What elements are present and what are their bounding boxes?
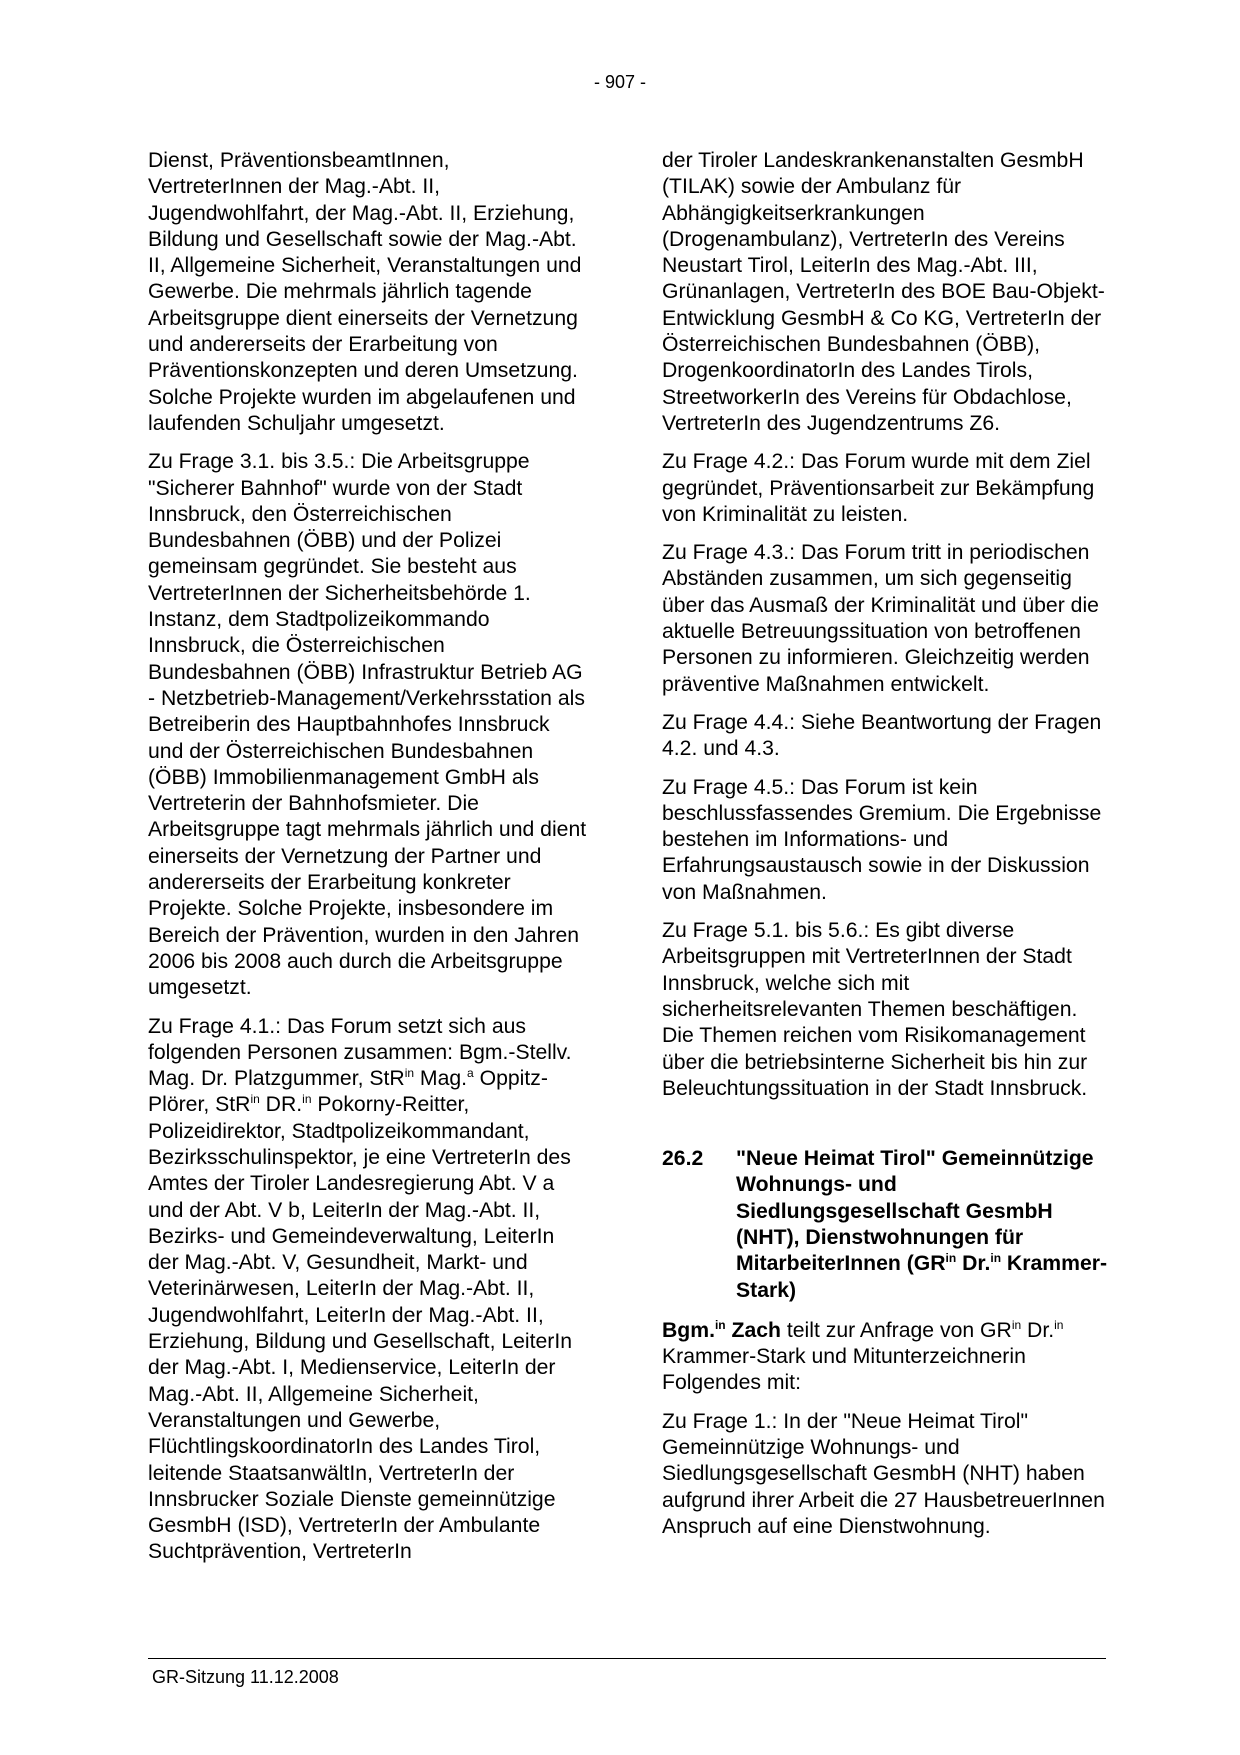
text-run: Mag. [414, 1067, 468, 1091]
text-run: Oppitz-Plörer, StR [148, 1067, 548, 1117]
superscript: in [302, 1092, 312, 1107]
text-run: DR. [259, 1093, 303, 1117]
superscript: a [467, 1066, 474, 1081]
paragraph [662, 1318, 1110, 1397]
page-number: - 907 - [593, 72, 647, 92]
superscript: in [990, 1251, 1002, 1266]
paragraph: Zu Frage 4.5.: Das Forum ist kein beschlussfassendes Gremium. Die Ergebnisse bestehen im Informations- und Erfahrungsaustausch sowie in der Diskussion von Maßnahmen. [662, 775, 1102, 904]
footer-divider [148, 1658, 1106, 1659]
paragraph: Zu Frage 5.1. bis 5.6.: Es gibt diverse Arbeitsgruppen mit VertreterInnen der Stadt Innsbruck, welche sich mit sicherheitsrelevanten Themen beschäftigen. Die Themen reichen vom Risikomanagement über die betriebsinterne Sicherheit bis hin zur Beleuchtungssituation in der Stadt Innsbruck. [662, 919, 1088, 1100]
text-run: Krammer-Stark und Mitunterzeichnerin Folgendes mit: [662, 1345, 1026, 1395]
section-heading [662, 1146, 1110, 1304]
left-column [148, 148, 588, 1578]
text-run: Pokorny-Reitter, Polizeidirektor, Stadtpolizeikommandant, Bezirksschulinspektor, je eine VertreterIn des Amtes der Tiroler Landesregierung Abt. V a und der Abt. V b, LeiterIn der Mag.-Abt. II, Bezirks- und Gemeindeverwaltung, LeiterIn der Mag.-Abt. V, Gesundheit, Markt- und Veterinärwesen, LeiterIn der Mag.-Abt. II, Jugendwohlfahrt, LeiterIn der Mag.-Abt. II, Erziehung, Bildung und Gesellschaft, LeiterIn der Mag.-Abt. I, Medienservice, LeiterIn der Mag.-Abt. II, Allgemeine Sicherheit, Veranstaltungen und Gewerbe, FlüchtlingskoordinatorIn des Landes Tirol, leitende StaatsanwältIn, VertreterIn der Innsbrucker Soziale Dienste gemeinnützige GesmbH (ISD), VertreterIn der Ambulante Suchtprävention, VertreterIn [148, 1093, 573, 1564]
text-run: "Neue Heimat Tirol" Gemeinnützige Wohnungs- und Siedlungsgesellschaft GesmbH (NHT), Dienstwohnungen für MitarbeiterInnen (GR [736, 1147, 1094, 1276]
text-run: Bgm. [662, 1318, 715, 1342]
paragraph: Zu Frage 4.4.: Siehe Beantwortung der Fragen 4.2. und 4.3. [662, 710, 1102, 761]
superscript: in [1011, 1317, 1022, 1332]
text-run: Dr. [956, 1252, 991, 1276]
text-run: teilt zur Anfrage von GR [780, 1318, 1012, 1342]
superscript: in [250, 1092, 260, 1107]
paragraph: Dienst, PräventionsbeamtInnen, VertreterInnen der Mag.-Abt. II, Jugendwohlfahrt, der Mag.-Abt. II, Erziehung, Bildung und Gesellschaft sowie der Mag.-Abt. II, Allgemeine Sicherheit, Veranstaltungen und Gewerbe. Die mehrmals jährlich tagende Arbeitsgruppe dient einerseits der Vernetzung und andererseits der Erarbeitung von Präventionskonzepten und deren Umsetzung. Solche Projekte wurden im abgelaufenen und laufenden Schuljahr umgesetzt. [148, 149, 582, 435]
text-run: Dr. [1021, 1318, 1055, 1342]
superscript: in [1054, 1317, 1064, 1332]
text-run: Krammer-Stark) [736, 1252, 1108, 1302]
section-title [736, 1146, 1110, 1304]
paragraph: Zu Frage 4.3.: Das Forum tritt in periodischen Abständen zusammen, um sich gegenseitig über das Ausmaß der Kriminalität und über die aktuelle Betreuungssituation von betroffenen Personen zu informieren. Gleichzeitig werden präventive Maßnahmen entwickelt. [662, 541, 1099, 696]
superscript: in [714, 1317, 726, 1332]
superscript: in [945, 1251, 957, 1266]
right-column [662, 148, 1110, 1552]
paragraph [148, 1014, 588, 1566]
text-run: Zach [725, 1318, 781, 1342]
text-run: Zu Frage 4.1.: Das Forum setzt sich aus folgenden Personen zusammen: Bgm.-Stellv. Mag. Dr. Platzgummer, StR [148, 1014, 572, 1091]
section-number: 26.2 [662, 1147, 704, 1171]
speaker-name [662, 1319, 781, 1342]
paragraph: Zu Frage 3.1. bis 3.5.: Die Arbeitsgruppe "Sicherer Bahnhof" wurde von der Stadt Innsbruck, den Österreichischen Bundesbahnen (ÖBB) und der Polizei gemeinsam gegründet. Sie besteht aus VertreterInnen der Sicherheitsbehörde 1. Instanz, dem Stadtpolizeikommando Innsbruck, die Österreichischen Bundesbahnen (ÖBB) Infrastruktur Betrieb AG - Netzbetrieb-Management/Verkehrsstation als Betreiberin des Hauptbahnhofes Innsbruck und der Österreichischen Bundesbahnen (ÖBB) Immobilienmanagement GmbH als Vertreterin der Bahnhofsmieter. Die Arbeitsgruppe tagt mehrmals jährlich und dient einerseits der Vernetzung der Partner und andererseits der Erarbeitung konkreter Projekte. Solche Projekte, insbesondere im Bereich der Prävention, wurden in den Jahren 2006 bis 2008 auch durch die Arbeitsgruppe umgesetzt. [148, 450, 587, 1000]
paragraph: der Tiroler Landeskrankenanstalten GesmbH (TILAK) sowie der Ambulanz für Abhängigkeitserkrankungen (Drogenambulanz), VertreterIn des Vereins Neustart Tirol, LeiterIn des Mag.-Abt. III, Grünanlagen, VertreterIn des BOE Bau-Objekt-Entwicklung GesmbH & Co KG, VertreterIn der Österreichischen Bundesbahnen (ÖBB), DrogenkoordinatorIn des Landes Tirols, StreetworkerIn des Vereins für Obdachlose, VertreterIn des Jugendzentrums Z6. [662, 149, 1105, 435]
paragraph: Zu Frage 1.: In der "Neue Heimat Tirol" Gemeinnützige Wohnungs- und Siedlungsgesellschaft GesmbH (NHT) haben aufgrund ihrer Arbeit die 27 HausbetreuerInnen Anspruch auf eine Dienstwohnung. [662, 1409, 1105, 1538]
footer-text: GR-Sitzung 11.12.2008 [152, 1667, 339, 1687]
superscript: in [404, 1066, 415, 1081]
paragraph: Zu Frage 4.2.: Das Forum wurde mit dem Ziel gegründet, Präventionsarbeit zur Bekämpfung von Kriminalität zu leisten. [662, 450, 1095, 526]
